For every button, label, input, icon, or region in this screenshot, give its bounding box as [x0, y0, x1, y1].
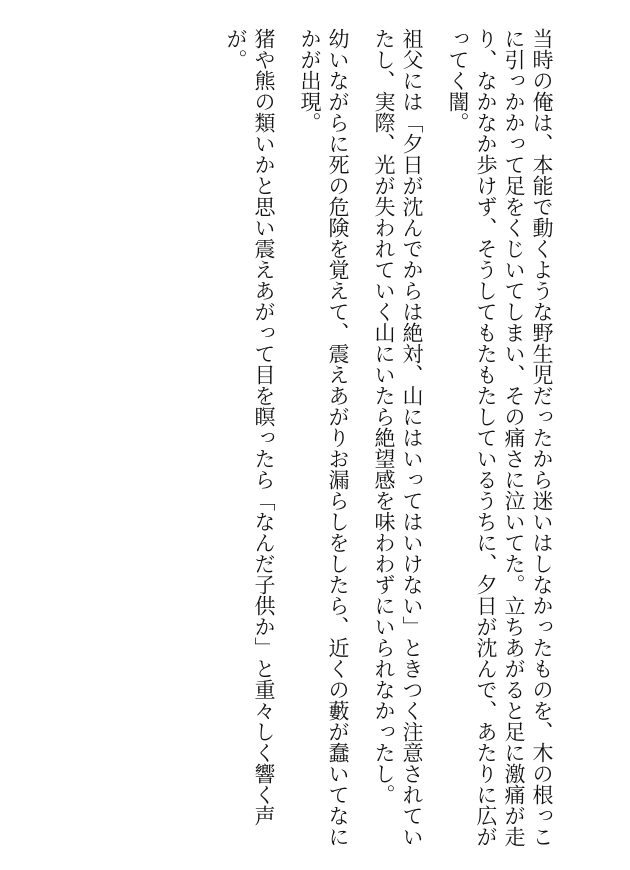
- paragraph-3: 幼いながらに死の危険を覚えて、震えあがりお漏らしをしたら、近くの藪が蠢いてなにかが出現。: [298, 28, 350, 847]
- vertical-text-body: [222, 28, 556, 858]
- paragraph-1: 当時の俺は、本能で動くような野生児だったから迷いはしなかったものを、木の根っこに引っかかって足をくじいてしまい、その痛さに泣いてた。立ちあがると足に激痛が走り、なかなか歩けず、そうしてもたもたしているうちに、夕日が沈んで、あたりに広がってく闇。: [446, 28, 554, 847]
- paragraph-2: 祖父には「夕日が沈んでからは絶対、山にはいってはいけない」ときつく注意されていたし、実際、光が失われていく山にいたら絶望感を味わわずにいられなかったし。: [372, 28, 424, 847]
- paragraph-4: 猪や熊の類いかと思い震えあがって目を瞑ったら「なんだ子供か」と重々しく響く声が。: [224, 28, 276, 826]
